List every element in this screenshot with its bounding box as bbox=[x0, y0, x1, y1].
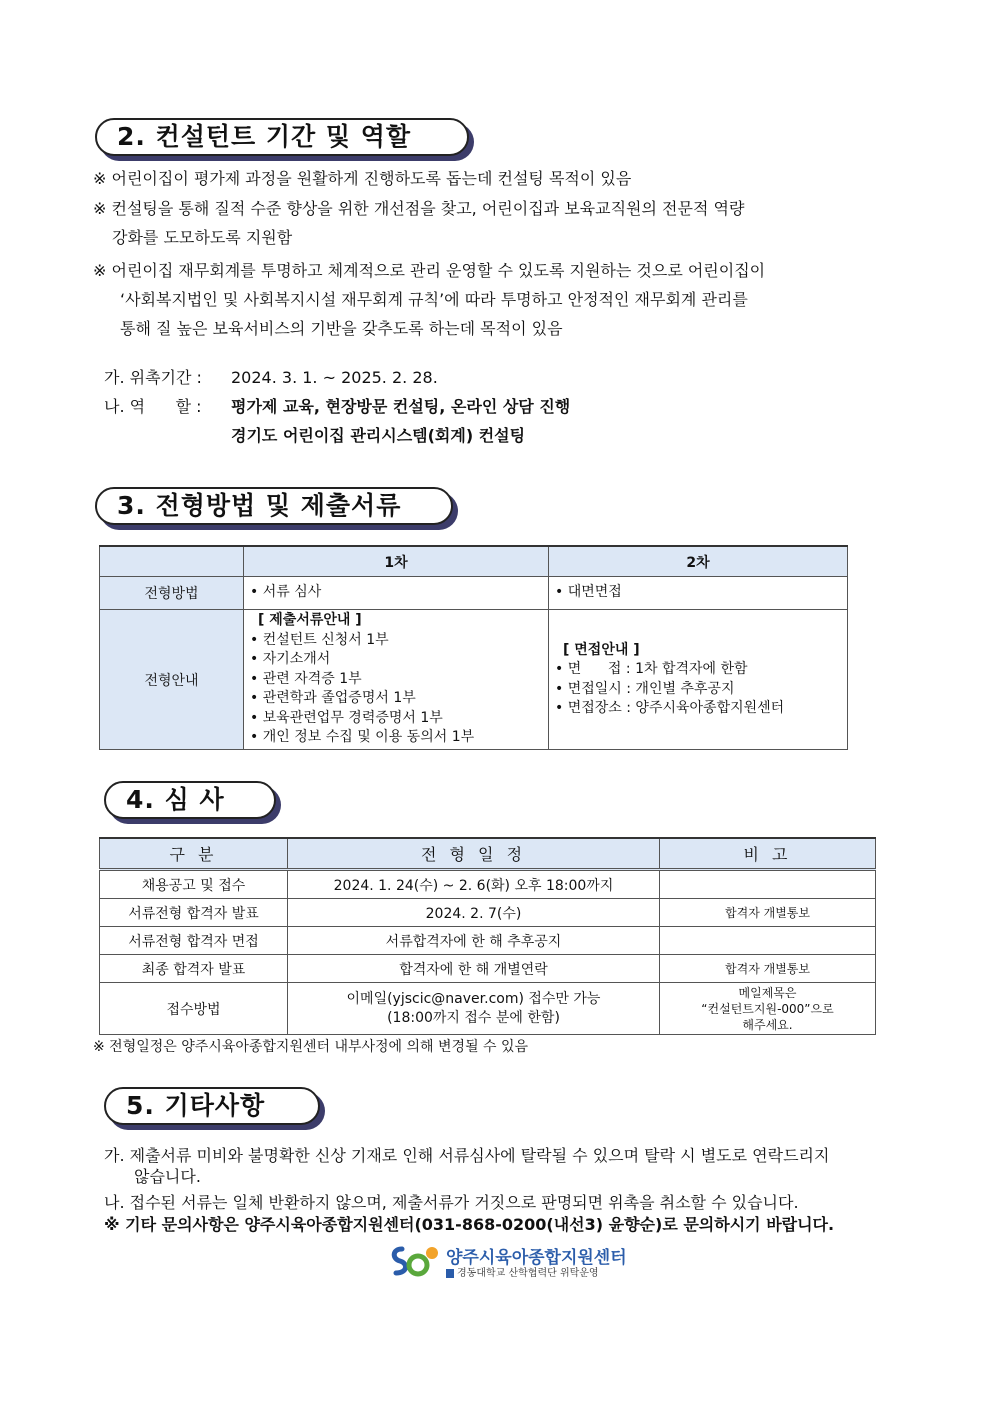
s2-note-3: ※ 어린이집 재무회계를 투명하고 체계적으로 관리 운영할 수 있도록 지원하는 것으로 어린이집이 bbox=[93, 261, 766, 280]
section-4-title: 4. 심 사 bbox=[104, 781, 276, 819]
other-item-a: 가. 제출서류 미비와 불명확한 신상 기재로 인해 서류심사에 탈락될 수 있으며 탈락 시 별도로 연락드리지 bbox=[104, 1146, 830, 1165]
mail-title-note-1: 메일제목은 bbox=[738, 985, 797, 1000]
t4-cell bbox=[288, 983, 660, 1035]
t4-header-schedule: 전 형 일 정 bbox=[288, 838, 660, 870]
t3-row2-col1 bbox=[244, 610, 549, 750]
interview-item: • 면접장소 : 양주시육아종합지원센터 bbox=[555, 700, 785, 716]
center-logo-name: 양주시육아종합지원센터 bbox=[446, 1248, 627, 1268]
center-logo bbox=[388, 1243, 628, 1279]
t3-header-1: 1차 bbox=[244, 546, 549, 577]
t4-cell: 2024. 2. 7(수) bbox=[288, 899, 660, 927]
interview-item: • 면 접 : 1차 합격자에 한함 bbox=[555, 661, 748, 677]
submit-method-line-1: 이메일(yjscic@naver.com) 접수만 가능 bbox=[346, 990, 601, 1007]
t4-cell bbox=[660, 927, 876, 955]
t3-row2-col2 bbox=[549, 610, 848, 750]
t4-header-note: 비 고 bbox=[660, 838, 876, 870]
section-2-title: 2. 컨설턴트 기간 및 역할 bbox=[95, 118, 469, 156]
t3-header-2: 2차 bbox=[549, 546, 848, 577]
t3-row1-label: 전형방법 bbox=[100, 577, 244, 610]
docs-item: • 보육관련업무 경력증명서 1부 bbox=[250, 709, 443, 726]
t4-cell: 채용공고 및 접수 bbox=[100, 870, 288, 899]
role-line-2: 경기도 어린이집 관리시스템(회계) 컨설팅 bbox=[231, 426, 526, 445]
s2-note-3c: 통해 질 높은 보육서비스의 기반을 갖추도록 하는데 목적이 있음 bbox=[120, 319, 563, 338]
section-3-title: 3. 전형방법 및 제출서류 bbox=[95, 487, 453, 525]
center-logo-subtitle: 경동대학교 산학협력단 위탁운영 bbox=[457, 1268, 599, 1279]
t4-cell: 합격자 개별통보 bbox=[660, 899, 876, 927]
t3-row1-col1: • 서류 심사 bbox=[244, 577, 549, 610]
table-row bbox=[100, 870, 876, 899]
t4-cell: 서류전형 합격자 면접 bbox=[100, 927, 288, 955]
s2-note-3b: ‘사회복지법인 및 사회복지시설 재무회계 규칙’에 따라 투명하고 안정적인 재무회계 관리를 bbox=[120, 290, 748, 309]
period-value: 2024. 3. 1. ~ 2025. 2. 28. bbox=[231, 368, 438, 387]
role-label: 나. 역 할 : bbox=[104, 397, 202, 416]
period-label: 가. 위촉기간 : bbox=[104, 368, 202, 387]
table-row bbox=[100, 927, 876, 955]
mail-title-note-3: 해주세요. bbox=[742, 1017, 793, 1032]
docs-item: • 관련학과 졸업증명서 1부 bbox=[250, 690, 416, 707]
table-row bbox=[100, 983, 876, 1035]
mail-title-note-2: “컨설턴트지원-000”으로 bbox=[701, 1001, 834, 1016]
university-emblem-icon bbox=[446, 1269, 454, 1278]
t3-header-blank bbox=[100, 546, 244, 577]
interview-guide-title: [ 면접안내 ] bbox=[563, 641, 640, 658]
role-line-1: 평가제 교육, 현장방문 컨설팅, 온라인 상담 진행 bbox=[231, 397, 571, 416]
t4-header-category: 구 분 bbox=[100, 838, 288, 870]
docs-item: • 컨설턴트 신청서 1부 bbox=[250, 631, 389, 648]
section-5-title: 5. 기타사항 bbox=[104, 1087, 320, 1125]
t4-cell: 합격자에 한 해 개별연락 bbox=[288, 955, 660, 983]
schedule-footnote: ※ 전형일정은 양주시육아종합지원센터 내부사정에 의해 변경될 수 있음 bbox=[93, 1039, 529, 1055]
other-item-a-cont: 않습니다. bbox=[134, 1167, 201, 1186]
table-row bbox=[100, 899, 876, 927]
docs-item: • 관련 자격증 1부 bbox=[250, 670, 362, 687]
t4-cell: 서류전형 합격자 발표 bbox=[100, 899, 288, 927]
t4-cell: 최종 합격자 발표 bbox=[100, 955, 288, 983]
docs-item: • 자기소개서 bbox=[250, 651, 331, 668]
other-item-contact: ※ 기타 문의사항은 양주시육아종합지원센터(031-868-0200(내선3) 윤향순)로 문의하시기 바랍니다. bbox=[104, 1215, 835, 1234]
selection-method-table bbox=[99, 545, 848, 750]
t4-cell: 합격자 개별통보 bbox=[660, 955, 876, 983]
t4-cell bbox=[660, 870, 876, 899]
docs-guide-title: [ 제출서류안내 ] bbox=[258, 612, 362, 629]
submit-method-line-2: (18:00까지 접수 분에 한함) bbox=[387, 1009, 560, 1026]
s2-note-2: ※ 컨설팅을 통해 질적 수준 향상을 위한 개선점을 찾고, 어린이집과 보육교직원의 전문적 역량 bbox=[93, 199, 745, 218]
other-item-b: 나. 접수된 서류는 일체 반환하지 않으며, 제출서류가 거짓으로 판명되면 위촉을 취소할 수 있습니다. bbox=[104, 1193, 799, 1212]
t4-cell: 서류합격자에 한 해 추후공지 bbox=[288, 927, 660, 955]
table-row bbox=[100, 955, 876, 983]
screening-schedule-table bbox=[99, 837, 876, 1035]
t4-cell: 접수방법 bbox=[100, 983, 288, 1035]
center-logo-icon bbox=[388, 1243, 440, 1279]
t3-row1-col2: • 대면면접 bbox=[549, 577, 848, 610]
center-logo-sub bbox=[446, 1264, 599, 1279]
t4-cell: 2024. 1. 24(수) ~ 2. 6(화) 오후 18:00까지 bbox=[288, 870, 660, 899]
s2-note-1: ※ 어린이집이 평가제 과정을 원활하게 진행하도록 돕는데 컨설팅 목적이 있음 bbox=[93, 169, 632, 188]
s2-note-2b: 강화를 도모하도록 지원함 bbox=[112, 228, 293, 247]
t4-cell bbox=[660, 983, 876, 1035]
interview-item: • 면접일시 : 개인별 추후공지 bbox=[555, 680, 735, 697]
docs-item: • 개인 정보 수집 및 이용 동의서 1부 bbox=[250, 729, 475, 746]
t3-row2-label: 전형안내 bbox=[100, 610, 244, 750]
